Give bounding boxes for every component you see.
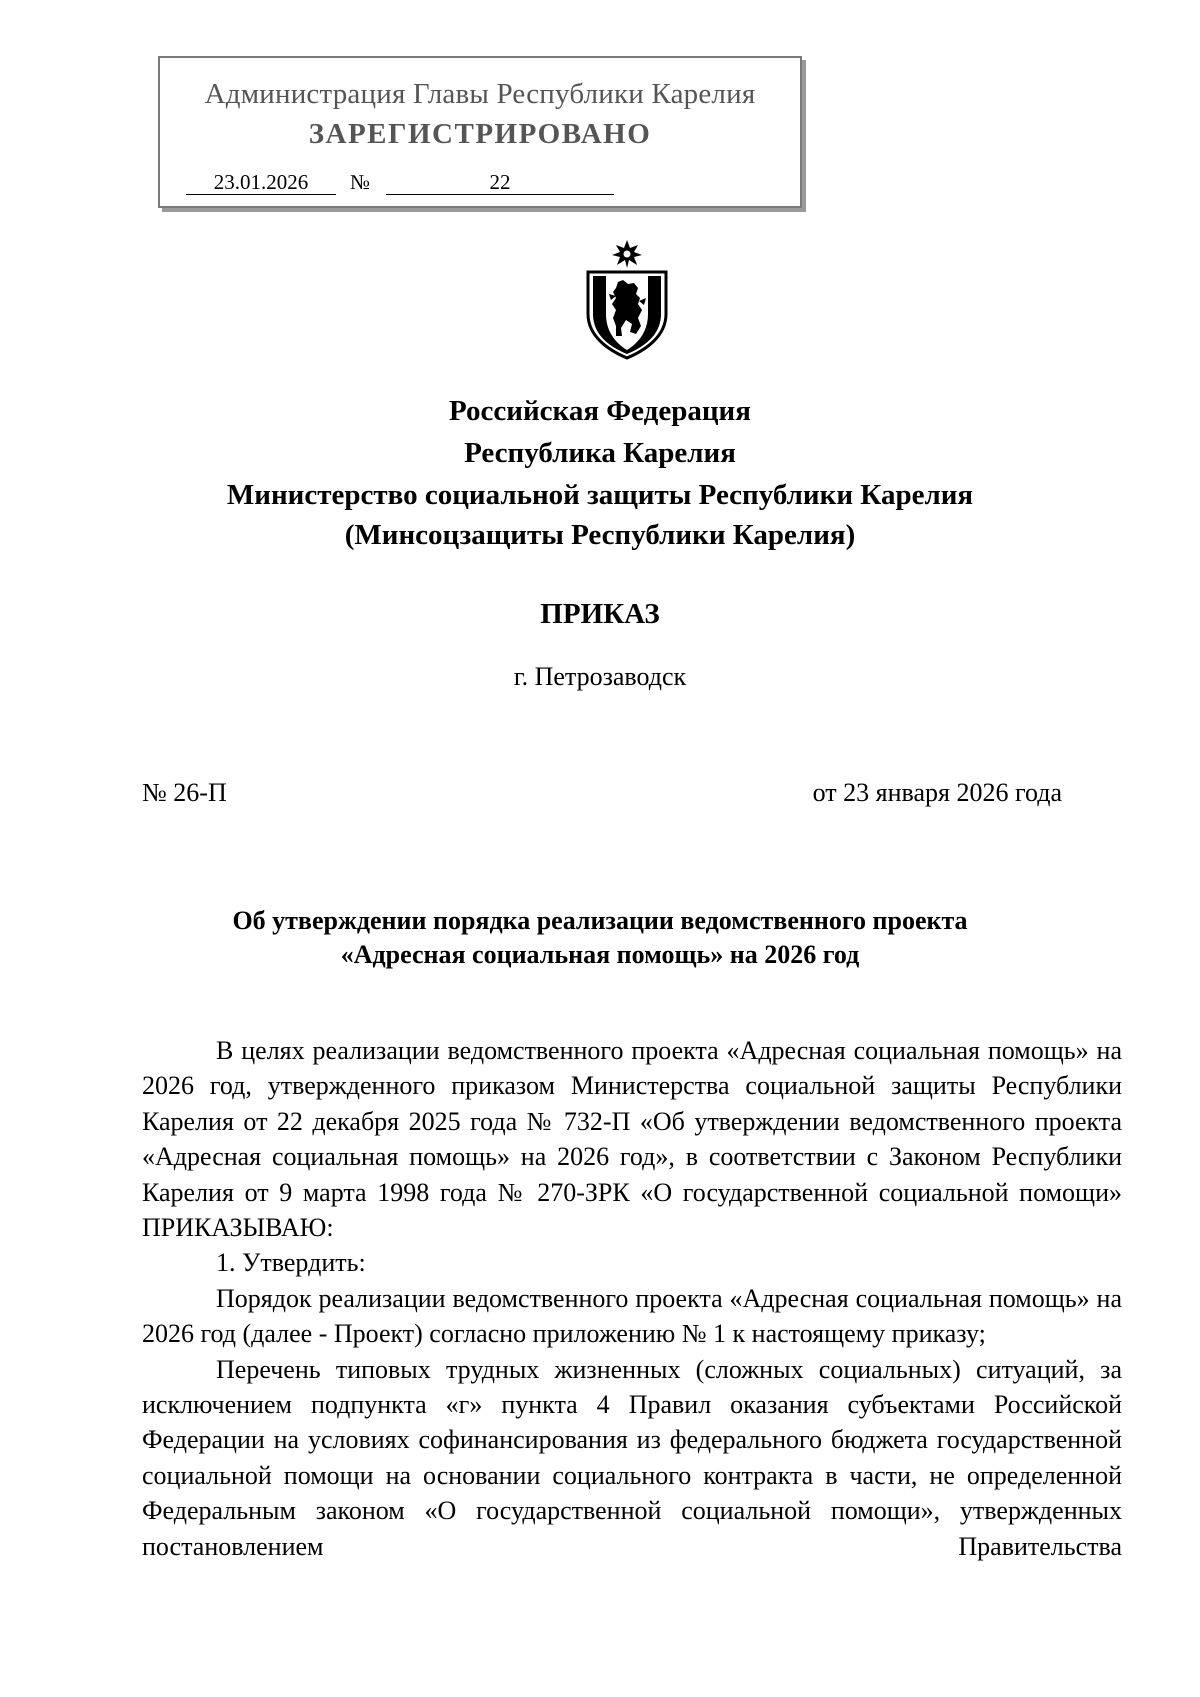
order-date: от 23 января 2026 года xyxy=(812,778,1062,807)
order-body xyxy=(142,1033,1122,1564)
registration-stamp xyxy=(158,56,802,208)
karelia-coat-of-arms-icon xyxy=(578,238,676,360)
stamp-registered-line: ЗАРЕГИСТРИРОВАНО xyxy=(308,118,652,150)
subject-line-1: Об утверждении порядка реализации ведомственного проекта xyxy=(232,906,968,935)
header-ministry-short: (Минсоцзащиты Республики Карелия) xyxy=(344,519,856,551)
body-paragraph-item-1: 1. Утвердить: xyxy=(216,1248,366,1278)
body-paragraph-preamble: В целях реализации ведомственного проекта «Адресная социальная помощь» на 2026 год, утвержденного приказом Министерства социальной защиты Республики Карелия от 22 декабря 2025 года № 732-П «Об утверждении ведомственного проекта «Адресная социальная помощь» на 2026 год», в соответствии с Законом Республики Карелия от 9 марта 1998 года № 270-ЗРК «О государственной социальной помощи» ПРИКАЗЫВАЮ: xyxy=(142,1036,1122,1243)
stamp-number: 22 xyxy=(386,170,614,195)
stamp-administration-line: Администрация Главы Республики Карелия xyxy=(204,78,756,110)
stamp-number-label: № xyxy=(350,170,371,194)
body-paragraph-situations-list: Перечень типовых трудных жизненных (сложных социальных) ситуаций, за исключением подпункта «г» пункта 4 Правил оказания субъектами Российской Федерации на условиях софинансирования из федерального бюджета государственной социальной помощи на основании социального контракта в части, не определенной Федеральным законом «О государственной социальной помощи», утвержденных постановлением Правительства xyxy=(142,1354,1122,1561)
header-country: Российская Федерация xyxy=(449,395,751,427)
body-paragraph-procedure: Порядок реализации ведомственного проекта «Адресная социальная помощь» на 2026 год (далее - Проект) согласно приложению № 1 к настоящему приказу; xyxy=(142,1283,1122,1349)
stamp-date: 23.01.2026 xyxy=(186,170,336,195)
header-republic: Республика Карелия xyxy=(464,437,736,469)
subject-line-2: «Адресная социальная помощь» на 2026 год xyxy=(340,940,860,969)
order-city: г. Петрозаводск xyxy=(513,662,687,691)
order-number: № 26-П xyxy=(142,778,227,807)
emblem-star-icon xyxy=(612,240,642,268)
header-ministry: Министерство социальной защиты Республики Карелия xyxy=(226,479,974,511)
order-title: ПРИКАЗ xyxy=(540,598,660,630)
